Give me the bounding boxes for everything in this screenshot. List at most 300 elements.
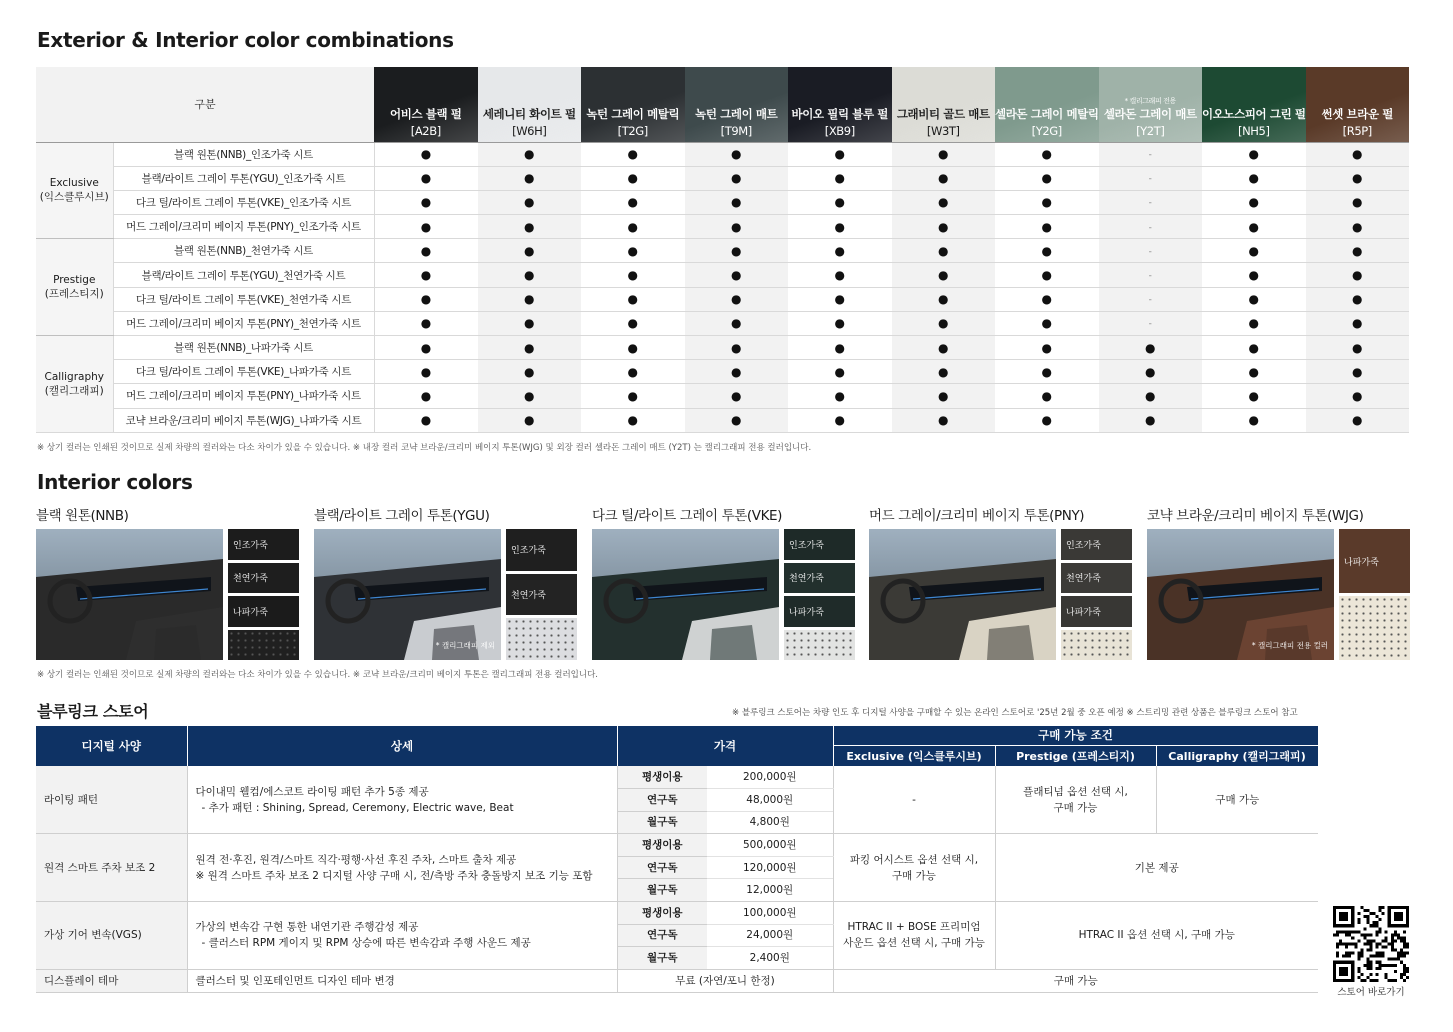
detail-lighting bbox=[187, 766, 617, 834]
unavailable-mark: - bbox=[1148, 198, 1152, 209]
available-mark: ● bbox=[420, 195, 432, 210]
spec-vgs: 가상 기어 변속(VGS) bbox=[36, 902, 187, 970]
price-type: 평생이용 bbox=[617, 766, 707, 789]
price-type: 평생이용 bbox=[617, 902, 707, 925]
exterior-name: 셀라돈 그레이 매트 bbox=[1103, 106, 1197, 121]
availability-cell bbox=[788, 384, 892, 408]
available-mark: ● bbox=[938, 195, 949, 210]
available-mark: ● bbox=[938, 292, 949, 307]
header-calligraphy: Calligraphy (캘리그래피) bbox=[1156, 745, 1318, 766]
available-mark: ● bbox=[524, 340, 535, 355]
combinations-title: Exterior & Interior color combinations bbox=[37, 28, 454, 52]
available-mark: ● bbox=[420, 413, 432, 428]
seat-name: 머드 그레이/크리미 베이지 투톤(PNY)_천연가죽 시트 bbox=[113, 311, 374, 335]
exterior-name: 녹턴 그레이 매트 bbox=[695, 106, 778, 121]
trim-name-kr: (익스클루시브) bbox=[39, 191, 109, 204]
available-mark: ● bbox=[627, 268, 638, 283]
combination-row bbox=[36, 287, 1409, 311]
availability-cell bbox=[1202, 190, 1306, 214]
store-note: ※ 블루링크 스토어는 차량 인도 후 디지털 사양을 구매할 수 있는 온라인 스토어로 '25년 2월 중 오픈 예정 ※ 스트리밍 관련 상품은 블루링크 스토어 참고 bbox=[732, 708, 1298, 718]
available-mark: ● bbox=[1352, 219, 1363, 234]
interior-photo bbox=[36, 529, 223, 660]
available-mark: ● bbox=[1248, 171, 1259, 186]
availability-cell bbox=[581, 190, 685, 214]
detail-parking bbox=[187, 834, 617, 902]
available-mark: ● bbox=[420, 292, 432, 307]
availability-cell bbox=[788, 263, 892, 287]
interior-title: Interior colors bbox=[37, 470, 193, 494]
interior-photo bbox=[1147, 529, 1334, 660]
availability-cell bbox=[478, 287, 582, 311]
available-mark: ● bbox=[731, 413, 742, 428]
combination-row bbox=[36, 336, 1409, 360]
availability-cell bbox=[892, 166, 996, 190]
available-mark: ● bbox=[524, 219, 535, 234]
available-mark: ● bbox=[1248, 413, 1259, 428]
availability-cell bbox=[374, 215, 478, 239]
available-mark: ● bbox=[1145, 340, 1156, 355]
interior-color-item bbox=[314, 504, 577, 661]
availability-cell bbox=[1202, 142, 1306, 166]
trim-cell bbox=[36, 336, 113, 433]
available-mark: ● bbox=[938, 219, 949, 234]
availability-cell bbox=[788, 215, 892, 239]
cond-line: 파킹 어시스트 옵션 선택 시, bbox=[849, 853, 979, 866]
price-type: 평생이용 bbox=[617, 834, 707, 857]
seat-name: 블랙 원톤(NNB)_천연가죽 시트 bbox=[113, 239, 374, 263]
cond-prestige-calligraphy: HTRAC II 옵션 선택 시, 구매 가능 bbox=[995, 902, 1318, 970]
interior-footnote: ※ 상기 컬러는 인쇄된 것이므로 실제 차량의 컬러와는 다소 차이가 있을 수 있습니다. ※ 코냑 브라운/크리미 베이지 투톤은 캘리그래피 전용 컬러입니다. bbox=[37, 670, 599, 680]
seat-name: 블랙 원톤(NNB)_나파가죽 시트 bbox=[113, 336, 374, 360]
qr-caption: 스토어 바로가기 bbox=[1337, 987, 1405, 998]
available-mark: ● bbox=[731, 243, 742, 258]
seat-name: 블랙/라이트 그레이 투톤(YGU)_인조가죽 시트 bbox=[113, 166, 374, 190]
availability-cell bbox=[1306, 311, 1410, 335]
detail-line: 원격 전·후진, 원격/스마트 직각·평행·사선 후진 주차, 스마트 출차 제공 bbox=[195, 853, 517, 866]
availability-cell bbox=[374, 336, 478, 360]
combination-row bbox=[36, 142, 1409, 166]
exterior-code: [W6H] bbox=[512, 123, 547, 138]
availability-cell bbox=[1306, 142, 1410, 166]
available-mark: ● bbox=[1041, 413, 1052, 428]
exterior-code: [R5P] bbox=[1342, 123, 1372, 138]
exterior-name: 녹턴 그레이 메탈릭 bbox=[586, 106, 680, 121]
unavailable-mark: - bbox=[1148, 271, 1152, 282]
availability-cell bbox=[374, 360, 478, 384]
availability-cell bbox=[892, 239, 996, 263]
available-mark: ● bbox=[1352, 171, 1363, 186]
available-mark: ● bbox=[1248, 388, 1259, 403]
availability-cell bbox=[581, 239, 685, 263]
availability-cell bbox=[995, 142, 1099, 166]
availability-cell bbox=[788, 166, 892, 190]
availability-cell bbox=[374, 384, 478, 408]
available-mark: ● bbox=[731, 195, 742, 210]
interior-caption: 블랙 원톤(NNB) bbox=[36, 508, 129, 524]
availability-cell bbox=[581, 408, 685, 432]
interior-photo bbox=[314, 529, 501, 660]
availability-cell bbox=[995, 215, 1099, 239]
available-mark: ● bbox=[938, 243, 949, 258]
trim-name: Exclusive bbox=[49, 177, 99, 190]
price-type: 월구독 bbox=[617, 879, 707, 902]
price-value: 120,000원 bbox=[707, 856, 833, 879]
price-value: 500,000원 bbox=[707, 834, 833, 857]
available-mark: ● bbox=[524, 316, 535, 331]
available-mark: ● bbox=[834, 292, 845, 307]
available-mark: ● bbox=[731, 364, 742, 379]
available-mark: ● bbox=[420, 243, 432, 258]
available-mark: ● bbox=[627, 316, 638, 331]
availability-cell bbox=[685, 287, 789, 311]
availability-cell bbox=[892, 263, 996, 287]
available-mark: ● bbox=[524, 243, 535, 258]
trim-cell bbox=[36, 142, 113, 239]
available-mark: ● bbox=[627, 292, 638, 307]
material-swatch: 인조가죽 bbox=[784, 529, 855, 560]
trim-cell bbox=[36, 239, 113, 336]
combination-row bbox=[36, 408, 1409, 432]
price-value: 200,000원 bbox=[707, 766, 833, 789]
exterior-name: 그래비티 골드 매트 bbox=[896, 106, 990, 121]
detail-vgs bbox=[187, 902, 617, 970]
price-value: 24,000원 bbox=[707, 924, 833, 947]
availability-cell bbox=[788, 287, 892, 311]
photo-note: * 캘리그래피 전용 컬러 bbox=[1251, 641, 1328, 650]
availability-cell bbox=[374, 166, 478, 190]
trim-name-kr: (프레스티지) bbox=[44, 288, 104, 301]
material-swatch: 나파가죽 bbox=[1339, 529, 1410, 593]
availability-cell bbox=[995, 336, 1099, 360]
availability-cell bbox=[478, 408, 582, 432]
exterior-color-header bbox=[788, 67, 892, 142]
availability-cell bbox=[1306, 215, 1410, 239]
exterior-name: 어비스 블랙 펄 bbox=[390, 106, 462, 121]
availability-cell bbox=[685, 408, 789, 432]
cond-line: 사운드 옵션 선택 시, 구매 가능 bbox=[843, 937, 985, 950]
availability-cell bbox=[685, 311, 789, 335]
detail-line: 가상의 변속감 구현 통한 내연기관 주행감성 제공 bbox=[195, 921, 419, 934]
availability-cell bbox=[1099, 215, 1203, 239]
available-mark: ● bbox=[1041, 364, 1052, 379]
available-mark: ● bbox=[1248, 364, 1259, 379]
price-type: 월구독 bbox=[617, 947, 707, 970]
exterior-name: 셀라돈 그레이 메탈릭 bbox=[995, 106, 1099, 121]
header-spec: 디지털 사양 bbox=[36, 726, 187, 766]
availability-cell bbox=[478, 384, 582, 408]
availability-cell bbox=[478, 142, 582, 166]
material-swatch: 천연가죽 bbox=[1061, 563, 1132, 594]
available-mark: ● bbox=[731, 219, 742, 234]
availability-cell bbox=[581, 287, 685, 311]
available-mark: ● bbox=[524, 364, 535, 379]
availability-cell bbox=[892, 215, 996, 239]
availability-cell bbox=[478, 190, 582, 214]
cond-line: 구매 가능 bbox=[892, 869, 936, 882]
available-mark: ● bbox=[1145, 364, 1156, 379]
combination-row bbox=[36, 311, 1409, 335]
material-swatch: 인조가죽 bbox=[228, 529, 299, 560]
seat-name: 머드 그레이/크리미 베이지 투톤(PNY)_인조가죽 시트 bbox=[113, 215, 374, 239]
qr-code[interactable] bbox=[1333, 906, 1409, 982]
availability-cell bbox=[892, 384, 996, 408]
seat-name: 다크 틸/라이트 그레이 투톤(VKE)_인조가죽 시트 bbox=[113, 190, 374, 214]
detail-line: 다이내믹 웰컴/에스코트 라이팅 패턴 추가 5종 제공 bbox=[195, 785, 429, 798]
interior-color-item bbox=[1147, 504, 1410, 661]
available-mark: ● bbox=[731, 316, 742, 331]
availability-cell bbox=[1306, 384, 1410, 408]
availability-cell bbox=[1202, 311, 1306, 335]
availability-cell bbox=[995, 287, 1099, 311]
availability-cell bbox=[1306, 190, 1410, 214]
exterior-color-header bbox=[478, 67, 582, 142]
bluelink-store-table bbox=[36, 726, 1319, 993]
unavailable-mark: - bbox=[1148, 246, 1152, 257]
availability-cell bbox=[892, 336, 996, 360]
exterior-color-header bbox=[581, 67, 685, 142]
header-exclusive: Exclusive (익스클루시브) bbox=[833, 745, 995, 766]
availability-cell bbox=[478, 166, 582, 190]
combination-row bbox=[36, 239, 1409, 263]
available-mark: ● bbox=[834, 316, 845, 331]
availability-cell bbox=[478, 360, 582, 384]
exterior-color-header bbox=[1306, 67, 1410, 142]
available-mark: ● bbox=[524, 268, 535, 283]
available-mark: ● bbox=[1352, 195, 1363, 210]
available-mark: ● bbox=[1248, 147, 1259, 162]
availability-cell bbox=[581, 360, 685, 384]
availability-cell bbox=[995, 239, 1099, 263]
exterior-code: [T2G] bbox=[617, 123, 648, 138]
availability-cell bbox=[1099, 239, 1203, 263]
interior-caption: 블랙/라이트 그레이 투톤(YGU) bbox=[314, 508, 490, 524]
availability-cell bbox=[478, 263, 582, 287]
material-swatch: 나파가죽 bbox=[784, 596, 855, 627]
available-mark: ● bbox=[731, 340, 742, 355]
material-swatch bbox=[1339, 596, 1410, 660]
availability-cell bbox=[1202, 239, 1306, 263]
available-mark: ● bbox=[834, 147, 845, 162]
available-mark: ● bbox=[1352, 364, 1363, 379]
cond-prestige-calligraphy: 기본 제공 bbox=[995, 834, 1318, 902]
availability-cell bbox=[788, 190, 892, 214]
interior-caption: 다크 틸/라이트 그레이 투톤(VKE) bbox=[592, 508, 783, 524]
available-mark: ● bbox=[1248, 219, 1259, 234]
photo-note: * 캘리그래피 제외 bbox=[435, 641, 495, 650]
header-prestige: Prestige (프레스티지) bbox=[995, 745, 1156, 766]
exterior-color-header bbox=[892, 67, 996, 142]
interior-caption: 코냑 브라운/크리미 베이지 투톤(WJG) bbox=[1147, 508, 1364, 524]
material-swatch bbox=[784, 630, 855, 661]
availability-cell bbox=[685, 239, 789, 263]
available-mark: ● bbox=[1352, 340, 1363, 355]
interior-color-item bbox=[869, 504, 1132, 661]
seat-name: 다크 틸/라이트 그레이 투톤(VKE)_천연가죽 시트 bbox=[113, 287, 374, 311]
available-mark: ● bbox=[1352, 316, 1363, 331]
availability-cell bbox=[1202, 408, 1306, 432]
interior-color-item bbox=[36, 504, 299, 661]
price-type: 월구독 bbox=[617, 811, 707, 834]
availability-cell bbox=[1306, 287, 1410, 311]
price-type: 연구독 bbox=[617, 789, 707, 812]
available-mark: ● bbox=[1041, 316, 1052, 331]
exterior-name: 세레니티 화이트 펄 bbox=[482, 106, 576, 121]
available-mark: ● bbox=[1041, 340, 1052, 355]
price-type: 연구독 bbox=[617, 856, 707, 879]
availability-cell bbox=[995, 408, 1099, 432]
available-mark: ● bbox=[420, 340, 432, 355]
available-mark: ● bbox=[834, 340, 845, 355]
availability-cell bbox=[788, 336, 892, 360]
available-mark: ● bbox=[731, 388, 742, 403]
cond-line: HTRAC II + BOSE 프리미엄 bbox=[847, 921, 981, 934]
header-condition: 구매 가능 조건 bbox=[833, 726, 1318, 745]
availability-cell bbox=[1202, 287, 1306, 311]
exterior-code: [Y2T] bbox=[1136, 123, 1165, 138]
availability-cell bbox=[1202, 263, 1306, 287]
unavailable-mark: - bbox=[1148, 150, 1152, 161]
availability-cell bbox=[685, 360, 789, 384]
exterior-color-header bbox=[995, 67, 1099, 142]
detail-line: ※ 원격 스마트 주차 보조 2 디지털 사양 구매 시, 전/측방 주차 충돌방지 보조 기능 포함 bbox=[195, 869, 593, 882]
header-gubun: 구분 bbox=[36, 67, 374, 142]
available-mark: ● bbox=[1041, 171, 1052, 186]
availability-cell bbox=[581, 311, 685, 335]
availability-cell bbox=[685, 263, 789, 287]
availability-cell bbox=[374, 263, 478, 287]
availability-cell bbox=[892, 190, 996, 214]
available-mark: ● bbox=[938, 171, 949, 186]
availability-cell bbox=[1202, 360, 1306, 384]
spec-lighting: 라이팅 패턴 bbox=[36, 766, 187, 834]
available-mark: ● bbox=[1041, 219, 1052, 234]
available-mark: ● bbox=[1352, 292, 1363, 307]
available-mark: ● bbox=[627, 243, 638, 258]
interior-photo bbox=[592, 529, 779, 660]
availability-cell bbox=[995, 190, 1099, 214]
combination-row bbox=[36, 263, 1409, 287]
availability-cell bbox=[892, 408, 996, 432]
combination-row bbox=[36, 215, 1409, 239]
material-swatch: 천연가죽 bbox=[784, 563, 855, 594]
material-swatch: 인조가죽 bbox=[506, 529, 577, 571]
availability-cell bbox=[1099, 287, 1203, 311]
interior-caption: 머드 그레이/크리미 베이지 투톤(PNY) bbox=[869, 508, 1085, 524]
availability-cell bbox=[995, 311, 1099, 335]
availability-cell bbox=[374, 311, 478, 335]
detail-line: - 클러스터 RPM 게이지 및 RPM 상승에 따른 변속감과 주행 사운드 제공 bbox=[201, 937, 531, 950]
available-mark: ● bbox=[627, 219, 638, 234]
seat-name: 블랙 원톤(NNB)_인조가죽 시트 bbox=[113, 142, 374, 166]
availability-cell bbox=[685, 384, 789, 408]
available-mark: ● bbox=[938, 268, 949, 283]
availability-cell bbox=[892, 311, 996, 335]
availability-cell bbox=[1099, 360, 1203, 384]
available-mark: ● bbox=[1041, 243, 1052, 258]
available-mark: ● bbox=[420, 316, 432, 331]
available-mark: ● bbox=[420, 364, 432, 379]
availability-cell bbox=[478, 239, 582, 263]
availability-cell bbox=[581, 263, 685, 287]
availability-cell bbox=[374, 142, 478, 166]
available-mark: ● bbox=[834, 388, 845, 403]
availability-cell bbox=[1202, 336, 1306, 360]
store-title: 블루링크 스토어 bbox=[37, 702, 149, 721]
interior-photo bbox=[869, 529, 1056, 660]
detail-line: - 추가 패턴 : Shining, Spread, Ceremony, Electric wave, Beat bbox=[201, 801, 514, 814]
available-mark: ● bbox=[627, 171, 638, 186]
available-mark: ● bbox=[938, 388, 949, 403]
availability-cell bbox=[892, 287, 996, 311]
availability-cell bbox=[1099, 166, 1203, 190]
exterior-code: [T9M] bbox=[720, 123, 752, 138]
available-mark: ● bbox=[834, 413, 845, 428]
header-price: 가격 bbox=[617, 726, 833, 766]
availability-cell bbox=[1202, 215, 1306, 239]
availability-cell bbox=[995, 166, 1099, 190]
exterior-color-header bbox=[1099, 67, 1203, 142]
exterior-color-header bbox=[1202, 67, 1306, 142]
cond-display-theme: 구매 가능 bbox=[833, 969, 1318, 992]
availability-cell bbox=[1099, 142, 1203, 166]
available-mark: ● bbox=[524, 171, 535, 186]
available-mark: ● bbox=[938, 316, 949, 331]
exterior-color-header bbox=[374, 67, 478, 142]
combination-row bbox=[36, 384, 1409, 408]
availability-cell bbox=[374, 287, 478, 311]
availability-cell bbox=[685, 166, 789, 190]
cond-line: 구매 가능 bbox=[1053, 801, 1098, 814]
spec-display-theme: 디스플레이 테마 bbox=[36, 969, 187, 992]
unavailable-mark: - bbox=[1148, 222, 1152, 233]
available-mark: ● bbox=[731, 292, 742, 307]
available-mark: ● bbox=[1248, 292, 1259, 307]
available-mark: ● bbox=[731, 268, 742, 283]
price-type: 연구독 bbox=[617, 924, 707, 947]
available-mark: ● bbox=[524, 413, 535, 428]
available-mark: ● bbox=[524, 195, 535, 210]
availability-cell bbox=[1306, 239, 1410, 263]
available-mark: ● bbox=[627, 195, 638, 210]
availability-cell bbox=[581, 142, 685, 166]
available-mark: ● bbox=[731, 171, 742, 186]
availability-cell bbox=[1099, 263, 1203, 287]
available-mark: ● bbox=[1145, 388, 1156, 403]
exterior-code: [XB9] bbox=[824, 123, 855, 138]
seat-name: 코냑 브라운/크리미 베이지 투톤(WJG)_나파가죽 시트 bbox=[113, 408, 374, 432]
availability-cell bbox=[1099, 408, 1203, 432]
available-mark: ● bbox=[731, 147, 742, 162]
available-mark: ● bbox=[834, 195, 845, 210]
exterior-name: 바이오 필릭 블루 펄 bbox=[791, 106, 888, 121]
material-swatch: 인조가죽 bbox=[1061, 529, 1132, 560]
availability-cell bbox=[1099, 336, 1203, 360]
material-swatch: 천연가죽 bbox=[506, 574, 577, 616]
spec-parking: 원격 스마트 주차 보조 2 bbox=[36, 834, 187, 902]
availability-cell bbox=[581, 215, 685, 239]
available-mark: ● bbox=[834, 219, 845, 234]
availability-cell bbox=[581, 384, 685, 408]
available-mark: ● bbox=[834, 268, 845, 283]
availability-cell bbox=[892, 360, 996, 384]
cond-prestige bbox=[995, 766, 1156, 834]
unavailable-mark: - bbox=[1148, 174, 1152, 185]
available-mark: ● bbox=[1041, 195, 1052, 210]
available-mark: ● bbox=[627, 340, 638, 355]
available-mark: ● bbox=[627, 388, 638, 403]
availability-cell bbox=[995, 360, 1099, 384]
available-mark: ● bbox=[1248, 195, 1259, 210]
